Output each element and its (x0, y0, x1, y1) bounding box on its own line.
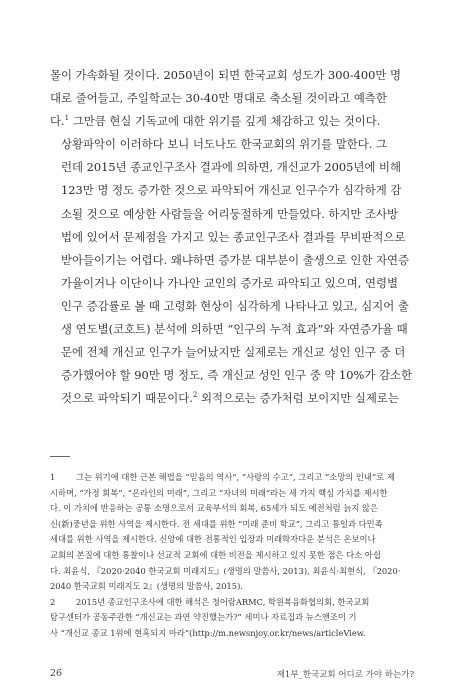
text-line: 법에 있어서 문제점을 가지고 있는 종교인구조사 결과를 무비판적으로 (61, 229, 406, 244)
text-line: 받아들이기는 어렵다. 왜냐하면 증가분 대부분이 출생으로 인한 자연증 (61, 252, 410, 267)
footnote-1 (50, 470, 422, 595)
text-line: 가율이거나 이단이나 가나안 교인의 증가로 파악되고 있으며, 연령별 (61, 275, 399, 290)
paragraph-2 (50, 133, 422, 410)
footnote-2 (50, 595, 422, 642)
text-fragment: 그만큼 현실 기독교에 대한 위기를 깊게 체감하고 있는 것이다. (69, 114, 381, 129)
paragraph-1 (50, 64, 422, 133)
text-fragment: 다. (50, 114, 65, 129)
footnote-number: 2 (50, 596, 56, 607)
footnote-ref-2[interactable]: 2 (192, 391, 198, 400)
text-line: 증가했어야 할 90만 명 정도, 즉 개신교 성인 인구 중 약 10%가 감소한 (61, 368, 412, 383)
footnote-line: 신(新)중년을 위한 사역을 제시한다. 전 세대를 위한 “미래 준비 학교”, 그리고 통일과 다민족 (50, 518, 383, 529)
footnote-line: 사 “개신교 종교 1위에 현혹되지 마라”(http://m.newsnjoy.or.kr/news/articleView. (50, 627, 366, 638)
text-fragment: 외적으로는 증가처럼 보이지만 실제로는 (197, 391, 399, 406)
footnote-line: 교회의 본질에 대한 통찰이나 선교적 교회에 대한 비전을 제시하고 있지 못한 점은 다소 아쉽 (50, 549, 381, 560)
text-line: 몰이 가속화될 것이다. 2050년이 되면 한국교회 성도가 300-400만 명 (50, 68, 401, 82)
footnote-line (50, 470, 422, 486)
footnote-divider (50, 456, 70, 457)
footnote-line: 2040 한국교회 미래지도 2』(생명의 말씀사, 2015). (50, 581, 243, 592)
text-fragment: 2015년 종교인구조사에 대한 해석은 청어람ARMC, 학원복음화협의회, 한국교회 (76, 596, 370, 607)
text-line: 문에 전체 개신교 인구가 늘어났지만 실제로는 개신교 성인 인구 중 더 (61, 345, 406, 360)
text-line: 상황파악이 이러하다 보니 너도나도 한국교회의 위기를 말한다. 그 (61, 137, 388, 152)
footnote-line (50, 595, 422, 611)
footnote-line: 시하며, “가정 회복”, “온라인의 미래”, 그리고 “자녀의 미래”라는 세 가지 핵심 가치를 제시한 (50, 487, 388, 498)
footnotes (50, 470, 422, 642)
text-line (50, 110, 422, 133)
text-line (50, 387, 422, 410)
text-fragment: 것으로 파악되기 때문이다. (61, 391, 193, 406)
running-head: 제1부_한국교회 어디로 가야 하는가? (276, 670, 414, 680)
footnote-ref-1[interactable]: 1 (64, 114, 70, 123)
text-fragment: 그는 위기에 대한 근본 해법을 “믿음의 역사”, “사랑의 수고”, 그리고 “소망의 인내”로 제 (76, 472, 395, 482)
text-line: 런데 2015년 종교인구조사 결과에 의하면, 개신교가 2005년에 비해 (61, 160, 402, 175)
text-line: 소될 것으로 예상한 사람들을 어리둥절하게 만들었다. 하지만 조사방 (61, 206, 399, 221)
page-number: 26 (50, 668, 63, 679)
footnote-number: 1 (50, 472, 56, 482)
text-line: 생 연도별(코호트) 분석에 의하면 “인구의 누적 효과”와 자연증가율 때 (61, 322, 408, 337)
footnote-line: 다. 이 가치에 반응하는 공통 소명으로서 교육부서의 회복, 65세가 되도 예전처럼 늙지 않은 (50, 503, 379, 514)
body-text (50, 64, 422, 410)
text-line: 123만 명 정도 증가한 것으로 파악되어 개신교 인구수가 심각하게 감 (61, 183, 402, 198)
text-line: 대로 줄어들고, 주일학교는 30-40만 명대로 축소될 것이라고 예측한 (50, 91, 387, 106)
footnote-line: 세대를 위한 사역을 제시한다. 신앙에 대한 전통적인 입장과 미래학자다운 분석은 온보이나 (50, 534, 376, 545)
text-line: 인구 증감률로 볼 때 고령화 현상이 심각하게 나타나고 있고, 심지어 출 (61, 298, 409, 313)
footnote-line: 다. 최윤식, 『2020·2040 한국교회 미래지도』(생명의 말씀사, 2013), 최윤식·최현식, 『2020· (50, 565, 401, 576)
footnote-line: 탐구센터가 공동주관한 “개신교는 과연 약진했는가?” 세미나 자료집과 뉴스앤조이 기 (50, 612, 357, 623)
